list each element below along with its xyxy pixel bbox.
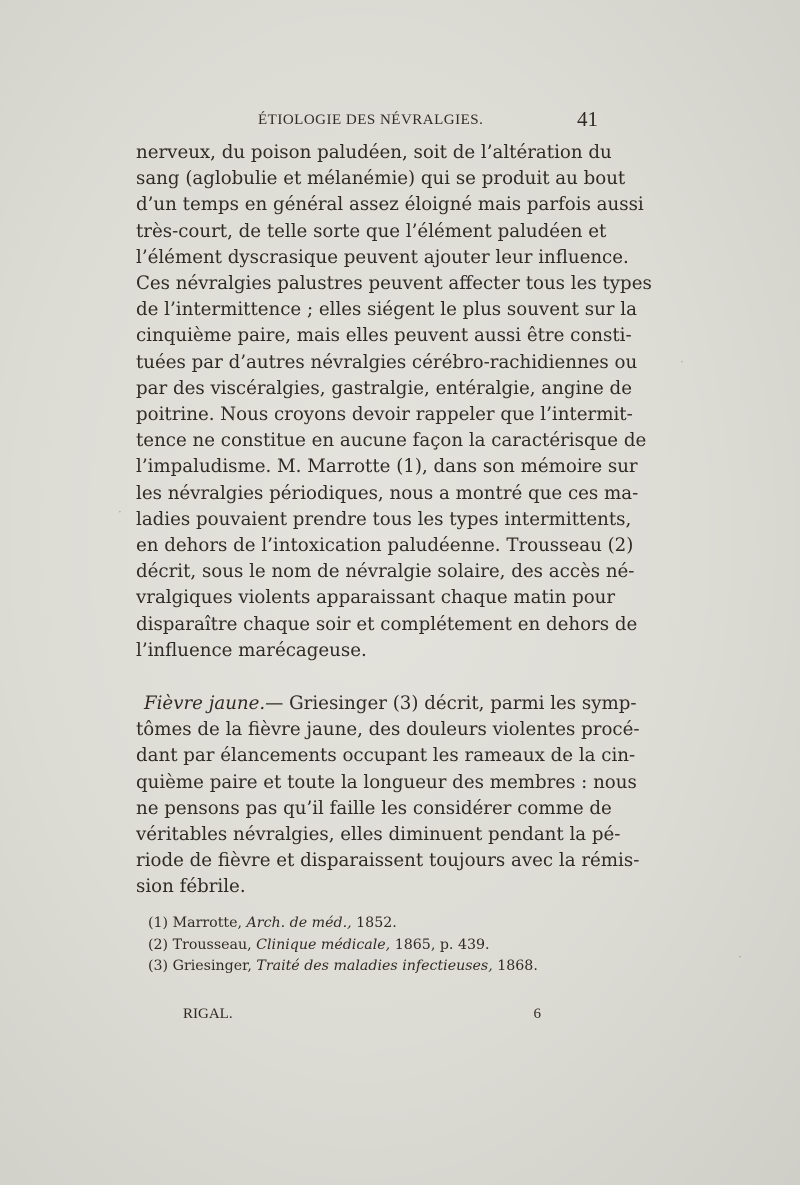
text-line: tuées par d’autres névralgies cérébro-rachidiennes ou	[136, 351, 638, 373]
text-line: l’élément dyscrasique peuvent ajouter leur influence.	[136, 246, 629, 268]
footnote-author: Trousseau,	[172, 936, 252, 953]
signature-author: RIGAL.	[183, 1006, 233, 1022]
lead-rest: — Griesinger (3) décrit, parmi les symp-	[265, 693, 637, 715]
text-line: sion fébrile.	[136, 876, 246, 898]
footnote-title: Traité des maladies infectieuses,	[256, 958, 493, 974]
signature-line	[183, 1006, 541, 1028]
text-line: vralgiques violents apparaissant chaque matin pour	[136, 587, 616, 609]
body-text	[136, 140, 652, 901]
text-line: Ces névralgies palustres peuvent affecter tous les types	[136, 273, 652, 295]
footnote-author: Griesinger,	[172, 958, 252, 974]
text-line: par des viscéralgies, gastralgie, entéralgie, angine de	[136, 377, 632, 399]
text-line: d’un temps en général assez éloigné mais parfois aussi	[136, 194, 644, 216]
footnote-rest: 1865, p. 439.	[394, 936, 490, 953]
footnote-title: Arch. de méd.,	[246, 915, 352, 931]
footnote-title: Clinique médicale,	[256, 936, 391, 953]
footnote	[148, 956, 598, 978]
footnote-author: Marrotte,	[172, 915, 243, 931]
footnote-number: (2)	[148, 936, 169, 953]
text-line: très-court, de telle sorte que l’élément paludéen et	[136, 220, 607, 242]
text-line: décrit, sous le nom de névralgie solaire, des accès né-	[136, 561, 635, 583]
text-line: véritables névralgies, elles diminuent pendant la pé-	[136, 824, 621, 846]
scan-speck: ·	[118, 505, 122, 519]
text-line: les névralgies périodiques, nous a montré que ces ma-	[136, 482, 639, 504]
footnote-rest: 1868.	[497, 958, 538, 974]
footnote	[148, 913, 598, 935]
section-lead: Fièvre jaune.	[144, 693, 266, 715]
footnote-number: (3)	[148, 958, 169, 974]
text-line: quième paire et toute la longueur des membres : nous	[136, 771, 637, 793]
page-header	[136, 107, 598, 136]
text-line: l’influence marécageuse.	[136, 639, 367, 661]
text-line: poitrine. Nous croyons devoir rappeler que l’intermit-	[136, 404, 633, 426]
text-line: dant par élancements occupant les rameaux de la cin-	[136, 745, 636, 767]
footnotes	[148, 913, 598, 978]
text-line: disparaître chaque soir et complétement en dehors de	[136, 613, 638, 635]
text-line: de l’intermittence ; elles siégent le plus souvent sur la	[136, 299, 637, 321]
footnote	[148, 935, 598, 957]
text-line: tence ne constitue en aucune façon la caractérisque de	[136, 430, 647, 452]
text-line: l’impaludisme. M. Marrotte (1), dans son mémoire sur	[136, 456, 638, 478]
running-title: ÉTIOLOGIE DES NÉVRALGIES.	[258, 112, 484, 128]
scan-speck: ·	[738, 950, 742, 964]
page-number: 41	[577, 107, 598, 131]
text-line: cinquième paire, mais elles peuvent aussi être consti-	[136, 325, 632, 347]
text-line: tômes de la fièvre jaune, des douleurs violentes procé-	[136, 719, 640, 741]
text-line: ne pensons pas qu’il faille les considérer comme de	[136, 797, 612, 819]
text-line-lead	[136, 691, 637, 717]
text-line: riode de fièvre et disparaissent toujours avec la rémis-	[136, 850, 640, 872]
footnote-number: (1)	[148, 915, 169, 931]
scan-speck: ·	[680, 355, 684, 369]
text-line: en dehors de l’intoxication paludéenne. Trousseau (2)	[136, 535, 634, 557]
text-line: ladies pouvaient prendre tous les types intermittents,	[136, 508, 632, 530]
sheet-number: 6	[533, 1006, 541, 1022]
text-line: sang (aglobulie et mélanémie) qui se produit au bout	[136, 168, 626, 190]
footnote-rest: 1852.	[356, 915, 397, 931]
text-line: nerveux, du poison paludéen, soit de l’altération du	[136, 142, 612, 163]
paragraph-gap	[136, 664, 598, 691]
